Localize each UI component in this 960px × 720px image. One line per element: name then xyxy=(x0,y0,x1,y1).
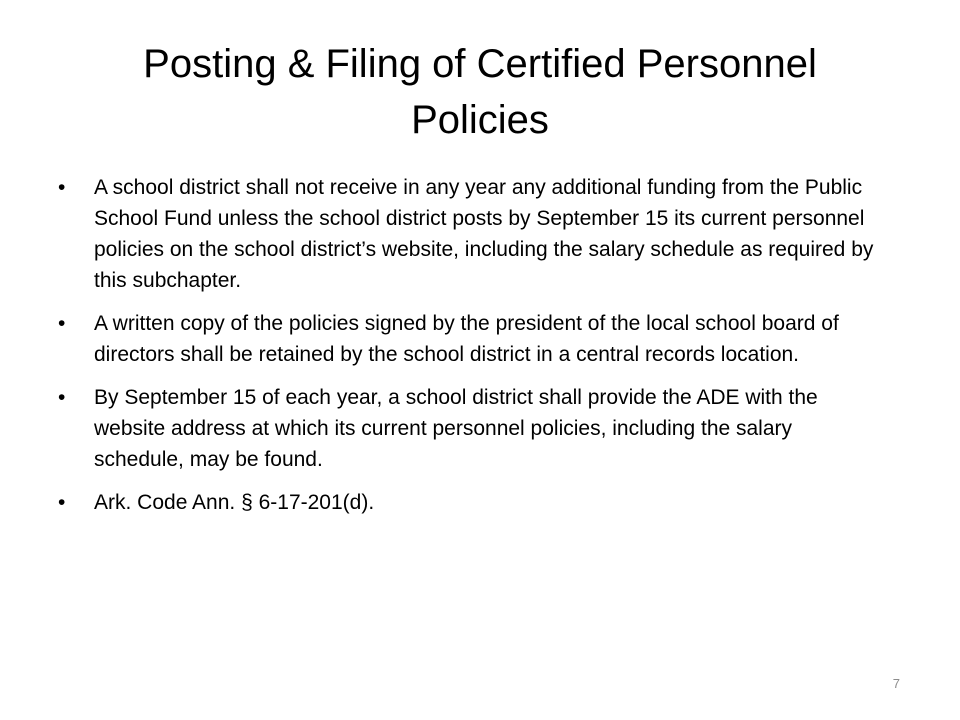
bullet-list xyxy=(58,172,878,530)
bullet-dot-icon: • xyxy=(58,176,66,199)
bullet-text: A school district shall not receive in any year any additional funding from the Public School Fund unless the school district posts by September 15 its current personnel policies on the school district’s website, including the salary schedule as required by this subchapter. xyxy=(94,176,874,292)
slide-title: Posting & Filing of Certified Personnel Policies xyxy=(143,42,817,142)
bullet-item xyxy=(58,487,878,518)
bullet-dot-icon: • xyxy=(58,386,66,409)
bullet-item xyxy=(58,172,878,296)
bullet-dot-icon: • xyxy=(58,312,66,335)
bullet-item xyxy=(58,382,878,475)
bullet-text: By September 15 of each year, a school district shall provide the ADE with the website address at which its current personnel policies, including the salary schedule, may be found. xyxy=(94,386,818,471)
bullet-text: Ark. Code Ann. § 6-17-201(d). xyxy=(94,491,375,514)
bullet-text: A written copy of the policies signed by the president of the local school board of directors shall be retained by the school district in a central records location. xyxy=(94,312,839,366)
bullet-dot-icon: • xyxy=(58,491,66,514)
bullet-item xyxy=(58,308,878,370)
page-number: 7 xyxy=(892,676,900,691)
